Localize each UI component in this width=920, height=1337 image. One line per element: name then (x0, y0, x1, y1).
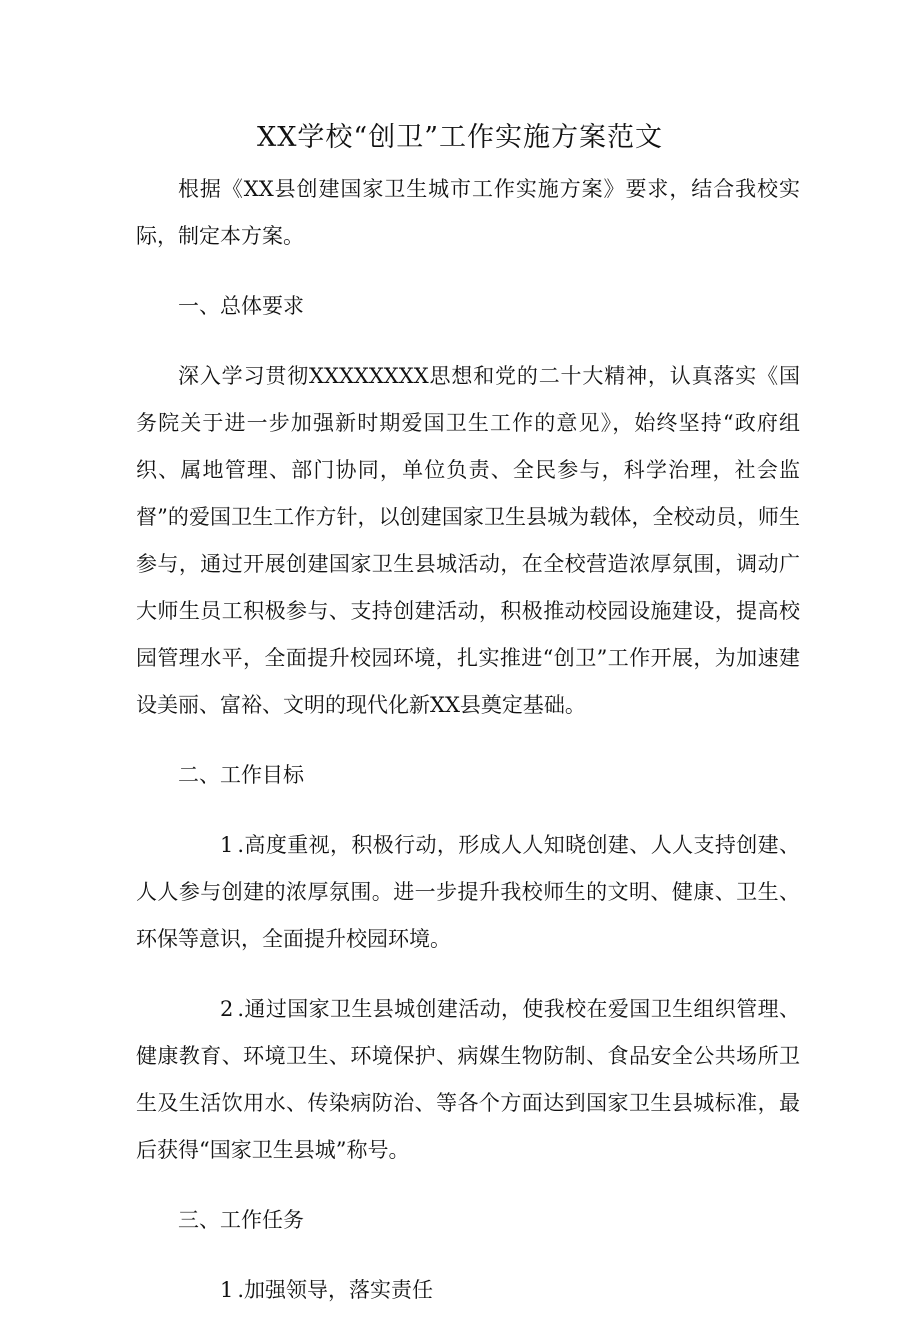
work-goal-item (136, 986, 800, 1174)
intro-paragraph: 根据《XX县创建国家卫生城市工作实施方案》要求，结合我校实际，制定本方案。 (136, 177, 800, 248)
work-goal-number: 1 (220, 833, 234, 857)
work-goal-item (136, 822, 800, 963)
work-goal-text: .通过国家卫生县城创建活动，使我校在爱国卫生组织管理、健康教育、环境卫生、环境保护、病媒生物防制、食品安全公共场所卫生及生活饮用水、传染病防治、等各个方面达到国家卫生县城标准，最后获得“国家卫生县城”称号。 (136, 997, 800, 1162)
document-title: XX学校“创卫”工作实施方案范文 (256, 122, 664, 153)
section-heading-work-tasks: 三、工作任务 (178, 1208, 304, 1232)
document-body (136, 166, 800, 1337)
work-goal-number: 2 (220, 997, 234, 1021)
work-task-number: 1 (220, 1278, 234, 1302)
section-heading-work-goals: 二、工作目标 (178, 763, 304, 787)
work-task-item (136, 1267, 800, 1314)
overall-requirements-paragraph: 深入学习贯彻XXXXXXXX思想和党的二十大精神，认真落实《国务院关于进一步加强新时期爱国卫生工作的意见》，始终坚持“政府组织、属地管理、部门协同，单位负责、全民参与，科学治理，社会监督”的爱国卫生工作方针，以创建国家卫生县城为载体，全校动员，师生参与，通过开展创建国家卫生县城活动，在全校营造浓厚氛围，调动广大师生员工积极参与、支持创建活动，积极推动校园设施建设，提高校园管理水平，全面提升校园环境，扎实推进“创卫”工作开展，为加速建设美丽、富裕、文明的现代化新XX县奠定基础。 (136, 364, 800, 717)
section-heading-overall-requirements: 一、总体要求 (178, 294, 304, 318)
work-task-text: .加强领导，落实责任 (237, 1278, 434, 1302)
work-goal-text: .高度重视，积极行动，形成人人知晓创建、人人支持创建、人人参与创建的浓厚氛围。进一步提升我校师生的文明、健康、卫生、环保等意识，全面提升校园环境。 (136, 833, 800, 951)
